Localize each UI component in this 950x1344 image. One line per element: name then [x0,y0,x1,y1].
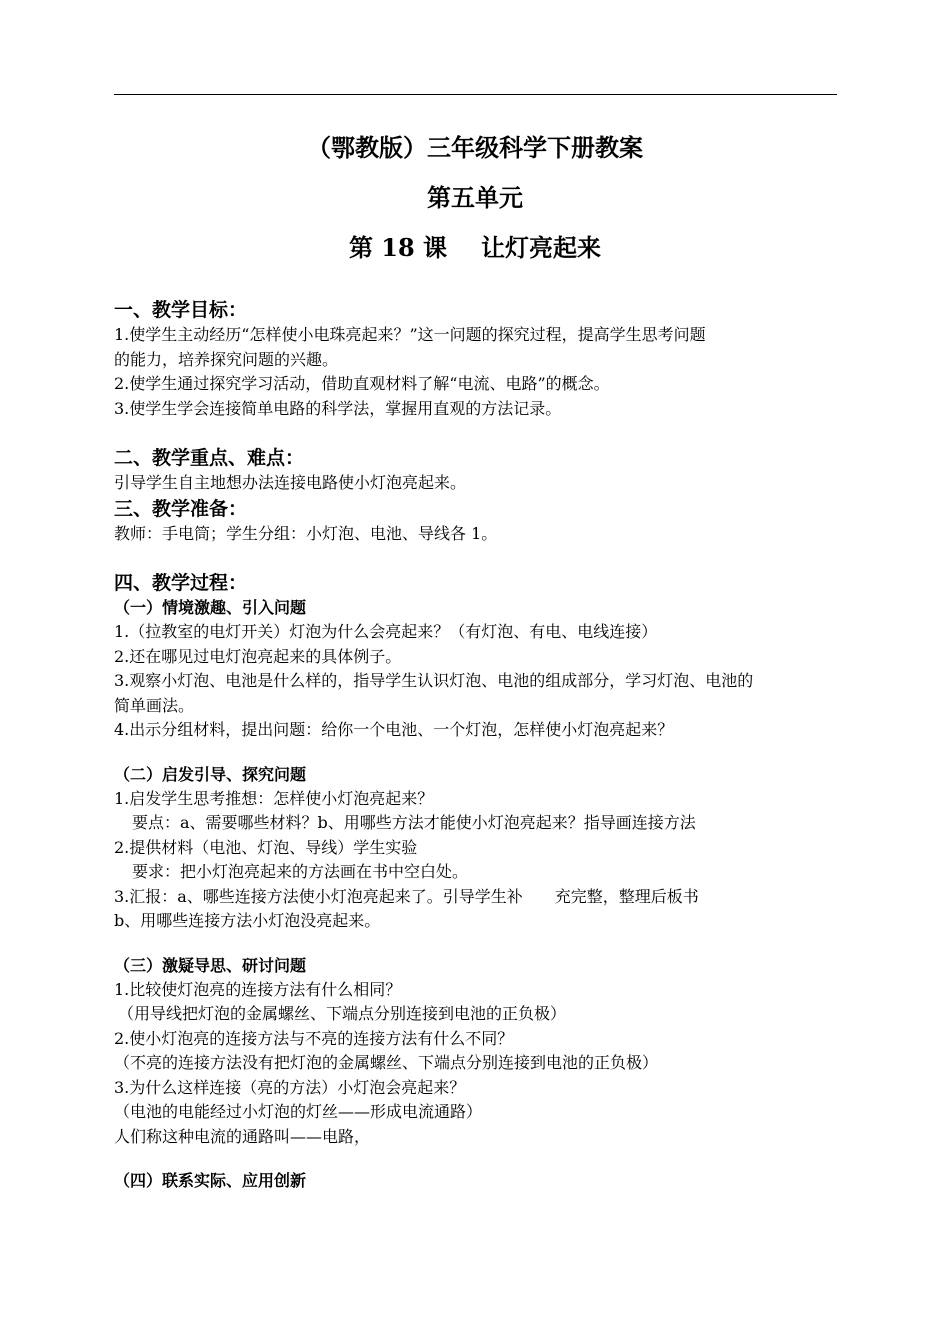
paragraph-line: 1.（拉教室的电灯开关）灯泡为什么会亮起来？（有灯泡、有电、电线连接） [114,622,658,641]
subsection-heading: （三）激疑导思、研讨问题 [114,955,307,975]
paragraph-line: 要求：把小灯泡亮起来的方法画在书中空白处。 [132,862,469,881]
section-heading-key-points: 二、教学重点、难点： [114,447,305,469]
paragraph-line: 引导学生自主地想办法连接电路使小灯泡亮起来。 [114,473,467,492]
lesson-name: 让灯亮起来 [481,233,602,262]
section-heading-objectives: 一、教学目标： [114,299,248,321]
subsection-heading: （二）启发引导、探究问题 [114,764,307,784]
paragraph-line: 1.启发学生思考推想：怎样使小灯泡亮起来？ [114,788,434,808]
paragraph-line: （用导线把灯泡的金属螺丝、下端点分别连接到电池的正负极） [118,1004,567,1023]
section-heading-preparation: 三、教学准备： [114,497,248,520]
paragraph-line: 3.为什么这样连接（亮的方法）小灯泡会亮起来？ [114,1077,466,1097]
paragraph-line: 2.提供材料（电池、灯泡、导线）学生实验 [114,837,418,857]
paragraph-line: 的能力，培养探究问题的兴趣。 [114,349,339,369]
header-rule [114,94,837,95]
paragraph-line: 1.使学生主动经历“怎样使小电珠亮起来？”这一问题的探究过程，提高学生思考问题 [114,325,706,344]
document-title: （鄂教版）三年级科学下册教案 [307,133,643,162]
paragraph-line: 简单画法。 [114,695,195,715]
paragraph-line: 要点：a、需要哪些材料？b、用哪些方法才能使小灯泡亮起来？指导画连接方法 [132,813,696,832]
paragraph-line: 2.还在哪见过电灯泡亮起来的具体例子。 [114,646,402,666]
paragraph-line: 3.汇报：a、哪些连接方法使小灯泡亮起来了。引导学生补 充完整，整理后板书 [114,886,699,906]
subsection-heading: （四）联系实际、应用创新 [114,1171,307,1190]
paragraph-line: （电池的电能经过小灯泡的灯丝——形成电流通路） [114,1102,483,1121]
paragraph-line: 3.使学生学会连接简单电路的科学法，掌握用直观的方法记录。 [114,398,562,418]
paragraph-line: 教师：手电筒；学生分组：小灯泡、电池、导线各 1。 [114,523,498,543]
paragraph-line: b、用哪些连接方法小灯泡没亮起来。 [114,911,381,930]
paragraph-line: 人们称这种电流的通路叫——电路， [114,1126,371,1146]
paragraph-line: 2.使学生通过探究学习活动，借助直观材料了解“电流、电路”的概念。 [114,374,610,393]
paragraph-line: 3.观察小灯泡、电池是什么样的，指导学生认识灯泡、电池的组成部分，学习灯泡、电池的 [114,671,754,690]
paragraph-line: 4.出示分组材料，提出问题：给你一个电池、一个灯泡，怎样使小灯泡亮起来？ [114,720,674,739]
paragraph-line: 2.使小灯泡亮的连接方法与不亮的连接方法有什么不同？ [114,1028,514,1048]
subsection-heading: （一）情境激趣、引入问题 [114,598,307,617]
unit-title: 第五单元 [427,183,523,212]
document-body [114,297,854,1193]
paragraph-line: 1.比较使灯泡亮的连接方法有什么相同？ [114,979,402,999]
paragraph-line: （不亮的连接方法没有把灯泡的金属螺丝、下端点分别连接到电池的正负极） [114,1053,659,1072]
lesson-title [114,233,836,263]
lesson-number: 第 18 课 [348,233,448,262]
section-heading-process: 四、教学过程： [114,572,248,594]
